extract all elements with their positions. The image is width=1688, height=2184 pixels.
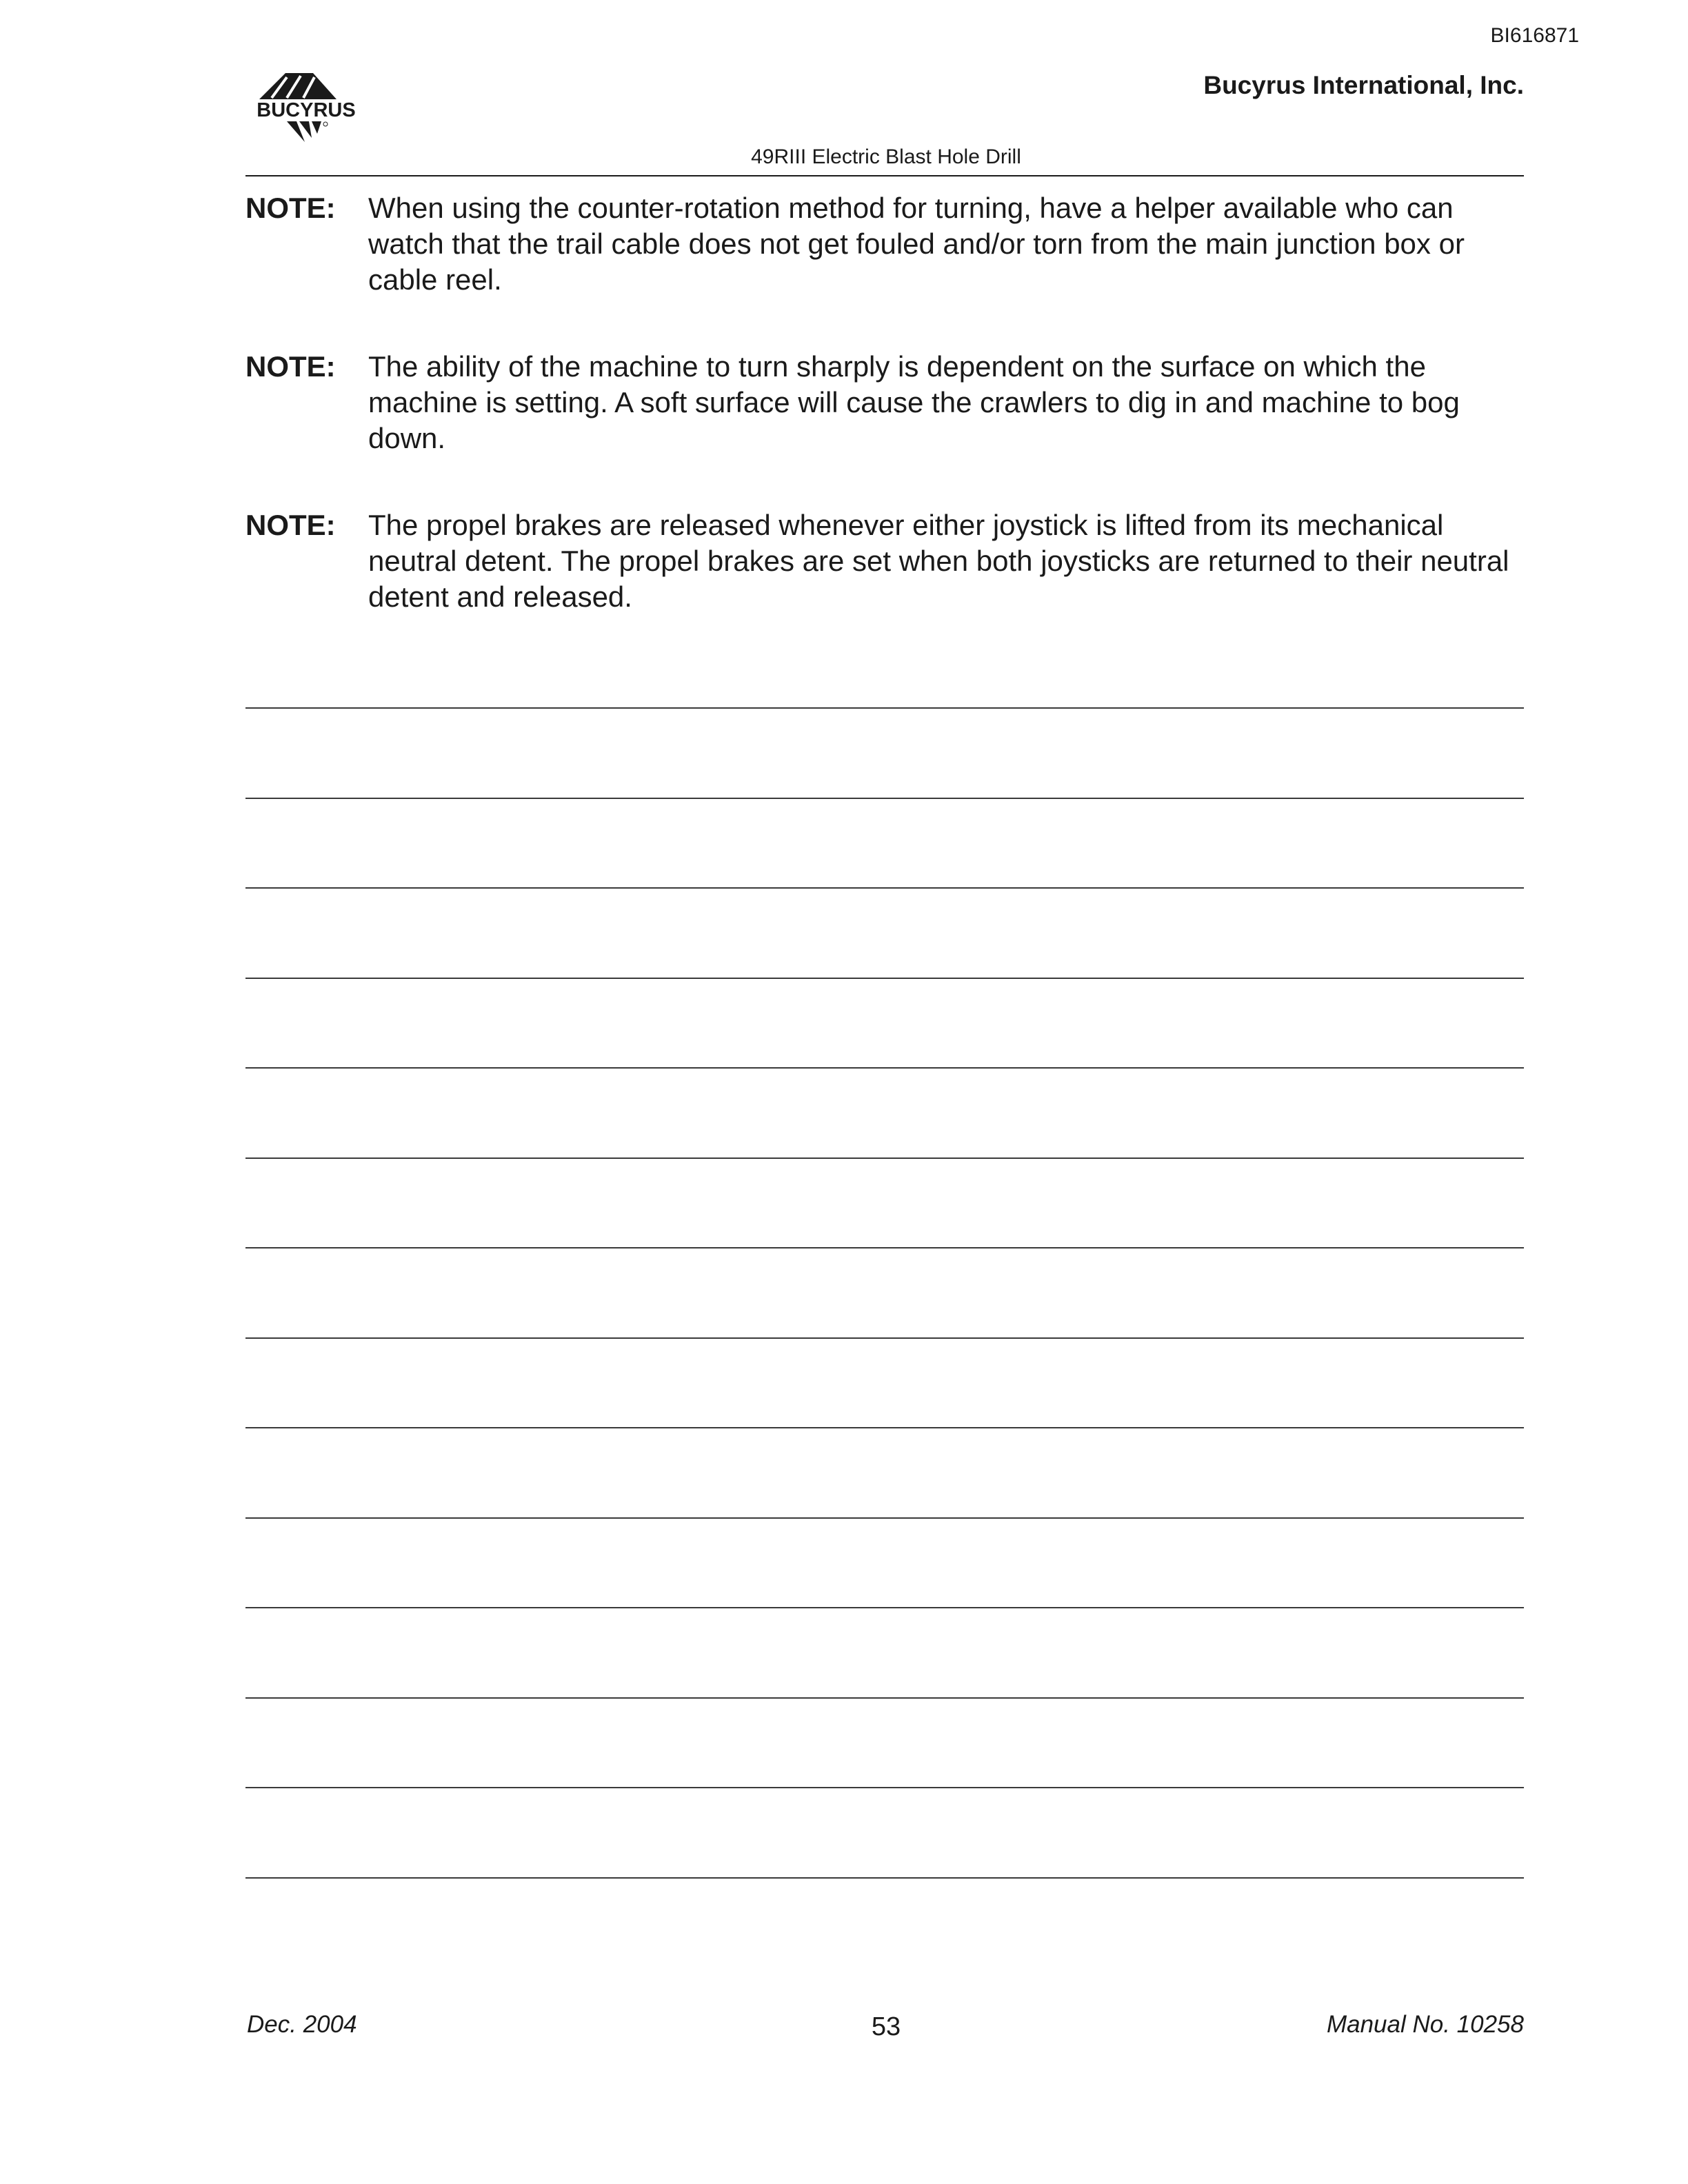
note-text: When using the counter-rotation method for turning, have a helper available who can watch that the trail cable does not get fouled and/or torn from the main junction box or cable reel. bbox=[368, 192, 1465, 296]
writing-line bbox=[245, 1607, 1524, 1608]
writing-line bbox=[245, 978, 1524, 979]
writing-line bbox=[245, 707, 1524, 709]
note-block bbox=[245, 349, 1524, 456]
writing-line bbox=[245, 798, 1524, 799]
writing-line bbox=[245, 1877, 1524, 1879]
logo-wordmark: BUCYRUS bbox=[257, 99, 356, 121]
writing-line bbox=[245, 1247, 1524, 1248]
bucyrus-logo bbox=[245, 73, 367, 148]
note-block bbox=[245, 190, 1524, 298]
note-text: The propel brakes are released whenever either joystick is lifted from its mechanical neutral detent. The propel brakes are set when both joysticks are returned to their neutral detent and released. bbox=[368, 509, 1509, 613]
footer-date: Dec. 2004 bbox=[247, 2011, 357, 2038]
document-id: BI616871 bbox=[1490, 24, 1579, 47]
writing-line bbox=[245, 1157, 1524, 1159]
machine-title: 49RIII Electric Blast Hole Drill bbox=[751, 145, 1021, 168]
note-label: NOTE: bbox=[245, 509, 336, 541]
writing-line bbox=[245, 887, 1524, 889]
note-text: The ability of the machine to turn sharply is dependent on the surface on which the machine is setting. A soft surface will cause the crawlers to dig in and machine to bog down. bbox=[368, 350, 1460, 454]
header-divider bbox=[245, 175, 1524, 176]
note-label: NOTE: bbox=[245, 192, 336, 224]
writing-line bbox=[245, 1337, 1524, 1339]
notes-section bbox=[245, 190, 1524, 666]
page-number: 53 bbox=[871, 2012, 901, 2041]
writing-line bbox=[245, 1697, 1524, 1699]
manual-number: Manual No. 10258 bbox=[1326, 2011, 1524, 2038]
note-label: NOTE: bbox=[245, 350, 336, 383]
writing-line bbox=[245, 1787, 1524, 1788]
note-block bbox=[245, 507, 1524, 615]
writing-line bbox=[245, 1517, 1524, 1519]
company-name: Bucyrus International, Inc. bbox=[1203, 71, 1524, 99]
writing-line bbox=[245, 1067, 1524, 1069]
writing-line bbox=[245, 1427, 1524, 1428]
blank-notes-lines bbox=[245, 707, 1524, 1967]
